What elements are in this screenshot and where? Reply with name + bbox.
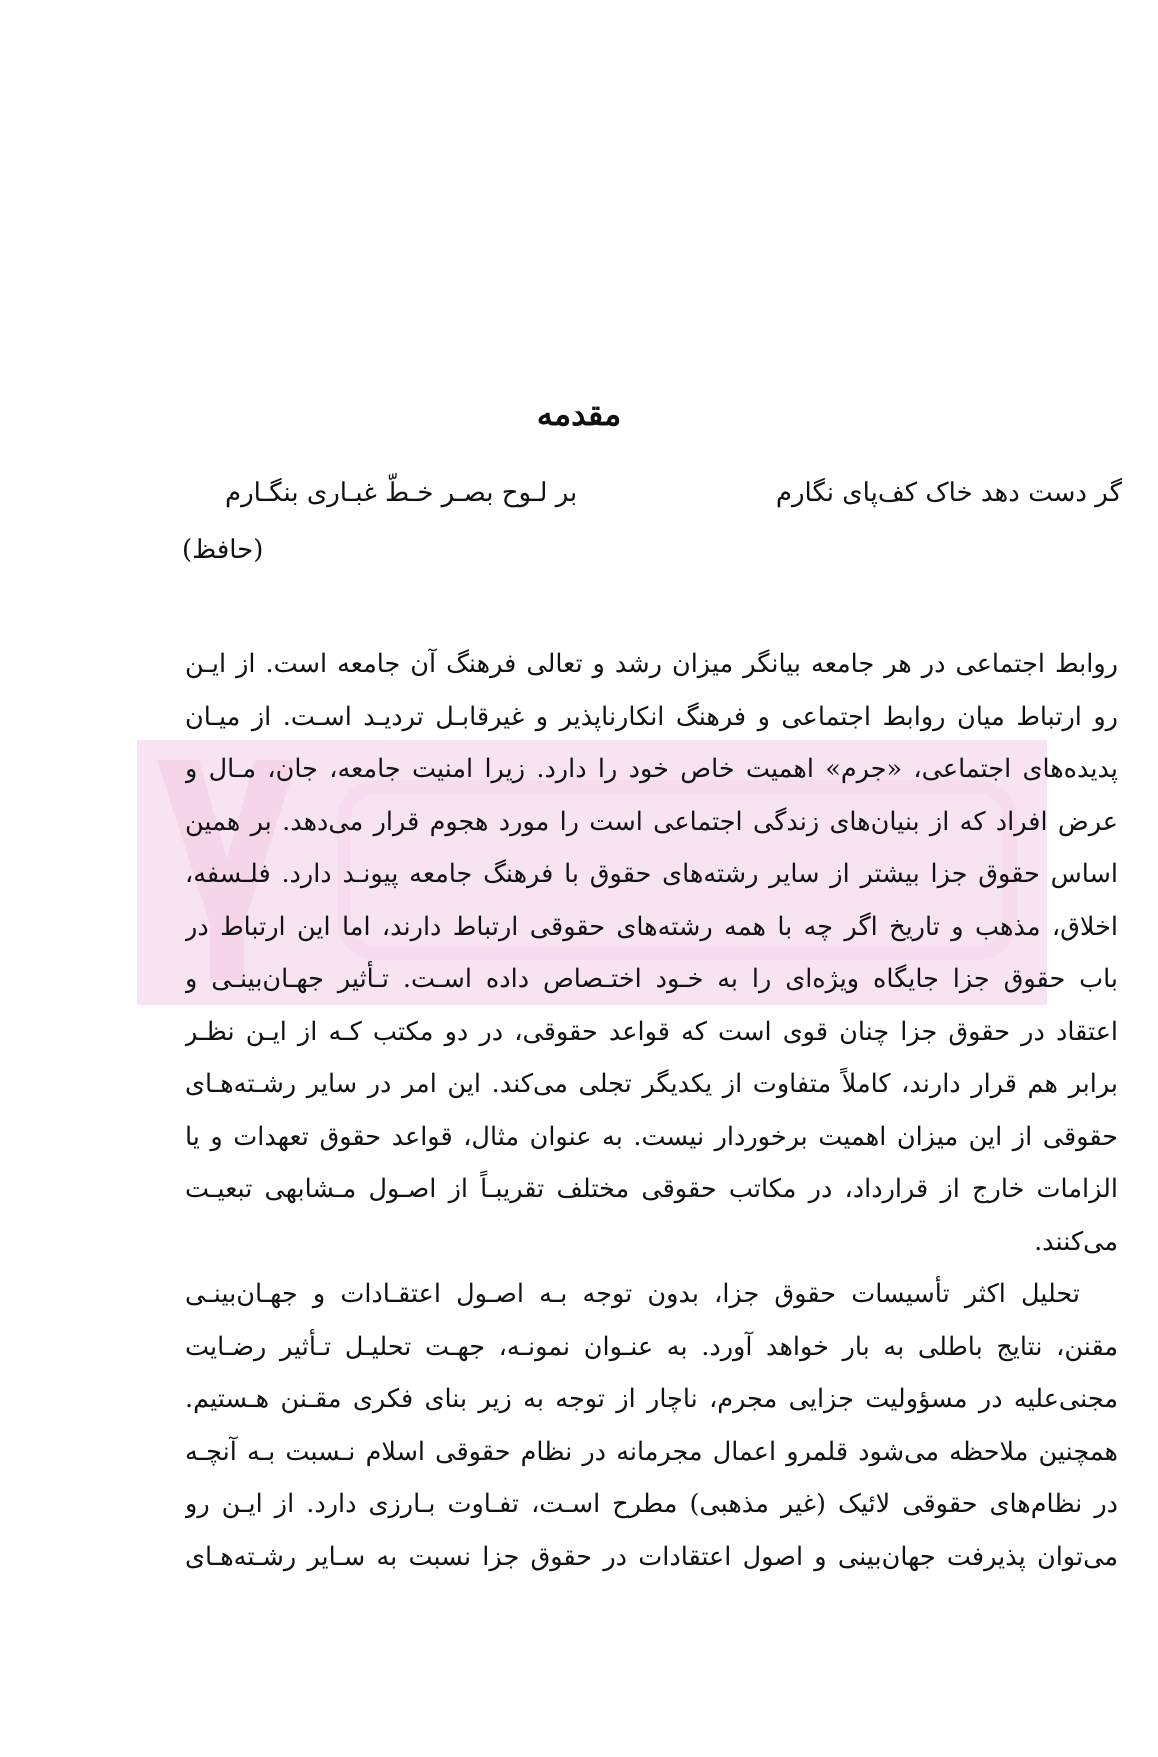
poem-credit: (حافظ) bbox=[182, 535, 264, 565]
poem-hemistich-2: بر لـوح بصـر خـطّ غبـاری بنگـارم bbox=[225, 478, 578, 508]
paragraph-1 bbox=[185, 638, 1118, 1268]
text-line: روابط اجتماعی در هر جامعه بیانگر میزان رشد و تعالی فرهنگ آن جامعه است. از ایـن bbox=[185, 649, 1118, 679]
text-line: عرض افراد که از بنیان‌های زندگی اجتماعی است را مورد هجوم قرار می‌دهد. بر همین bbox=[185, 806, 1118, 837]
text-line: مجنی‌علیه در مسؤولیت جزایی مجرم، ناچار از توجه به زیر بنای فکری مقـنن هـستیم. bbox=[185, 1384, 1118, 1414]
text-line: اساس حقوق جزا بیشتر از سایر رشته‌های حقوق با فرهنگ جامعه پیونـد دارد. فلـسفه، bbox=[185, 859, 1118, 889]
text-line: رو ارتباط میان روابط اجتماعی و فرهنگ انکارناپذیر و غیرقابـل تردیـد اسـت. از میـان bbox=[185, 701, 1118, 732]
text-line: تحلیل اکثر تأسیسات حقوق جزا، بدون توجه بـه اصـول اعتقـادات و جهـان‌بینـی bbox=[185, 1279, 1080, 1309]
text-line: مقنن، نتایج باطلی به بار خواهد آورد. به عنـوان نمونـه، جهـت تحلیـل تـأثیر رضـایت bbox=[185, 1331, 1118, 1362]
text-line: اخلاق، مذهب و تاریخ اگر چه با همه رشته‌های حقوقی ارتباط دارند، اما این ارتباط در bbox=[185, 911, 1118, 942]
text-line: حقوقی از این میزان اهمیت برخوردار نیست. به عنوان مثال، قواعد حقوق تعهدات و یا bbox=[185, 1121, 1118, 1152]
text-line: برابر هم قرار دارند، کاملاً متفاوت از یکدیگر تجلی می‌کند. این امر در سایر رشـته‌هـای bbox=[185, 1069, 1118, 1099]
text-line: باب حقوق جزا جایگاه ویژه‌ای را به خـود اختـصاص داده اسـت. تـأثیر جهـان‌بینـی و bbox=[185, 964, 1118, 994]
poem-hemistich-1: گر دست دهد خاک کف‌پای نگارم bbox=[775, 478, 1122, 508]
text-line: می‌کنند. bbox=[1034, 1226, 1118, 1257]
text-line: اعتقاد در حقوق جزا چنان قوی است که قواعد حقوقی، در دو مکتب کـه از ایـن نظـر bbox=[185, 1016, 1118, 1047]
paragraph-2 bbox=[185, 1268, 1118, 1583]
body-text bbox=[185, 638, 1118, 1583]
text-line: می‌توان پذیرفت جهان‌بینی و اصول اعتقادات در حقوق جزا نسبت به سـایر رشـته‌هـای bbox=[185, 1541, 1118, 1572]
text-line: پدیده‌های اجتماعی، «جرم» اهمیت خاص خود را دارد. زیرا امنیت جامعه، جان، مـال و bbox=[185, 754, 1118, 784]
page-title: مقدمه bbox=[536, 395, 622, 433]
text-line: الزامات خارج از قرارداد، در مکاتب حقوقی مختلف تقریبـاً از اصـول مـشابهی تبعیـت bbox=[185, 1174, 1118, 1204]
text-line: همچنین ملاحظه می‌شود قلمرو اعمال مجرمانه در نظام حقوقی اسلام نـسبت بـه آنچـه bbox=[185, 1436, 1118, 1467]
text-line: در نظام‌های حقوقی لائیک (غیر مذهبی) مطرح اسـت، تفـاوت بـارزی دارد. از ایـن رو bbox=[185, 1489, 1118, 1519]
